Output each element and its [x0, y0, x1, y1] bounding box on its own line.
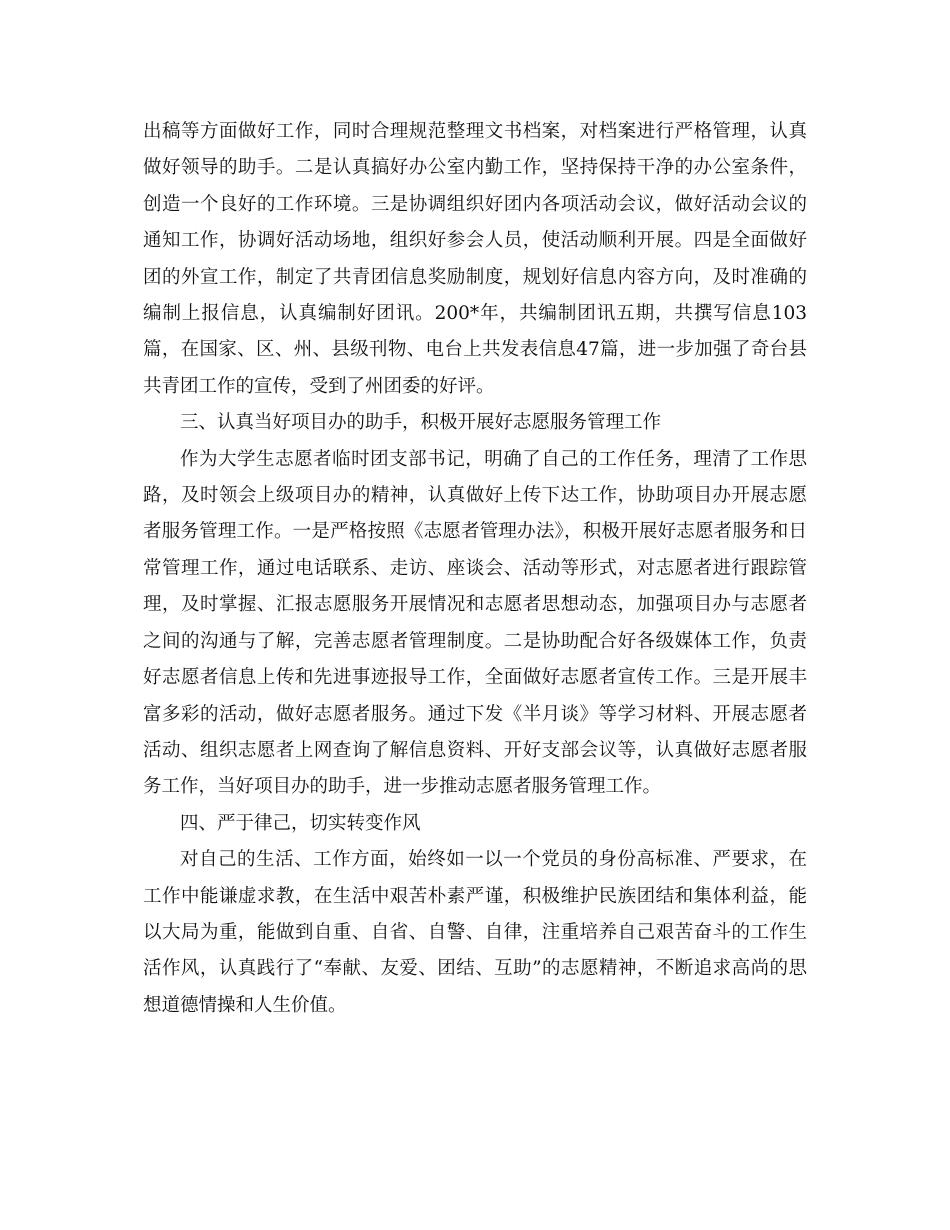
document-body: [143, 114, 807, 1024]
section-heading-3: 三、认真当好项目办的助手，积极开展好志愿服务管理工作: [180, 412, 662, 434]
paragraph-continued: 出稿等方面做好工作，同时合理规范整理文书档案，对档案进行严格管理，认真做好领导的助手。二是认真搞好办公室内勤工作，坚持保持干净的办公室条件，创造一个良好的工作环境。三是协调组织好团内各项活动会议，做好活动会议的通知工作，协调好活动场地，组织好参会人员，使活动顺利开展。四是全面做好团的外宣工作，制定了共青团信息奖励制度，规划好信息内容方向，及时准确的编制上报信息，认真编制好团讯。200*年，共编制团讯五期，共撰写信息103篇，在国家、区、州、县级刊物、电台上共发表信息47篇，进一步加强了奇台县共青团工作的宣传，受到了州团委的好评。: [143, 121, 807, 397]
paragraph-section-4: 对自己的生活、工作方面，始终如一以一个党员的身份高标准、严要求，在工作中能谦虚求教，在生活中艰苦朴素严谨，积极维护民族团结和集体利益，能以大局为重，能做到自重、自省、自警、自律，注重培养自己艰苦奋斗的工作生活作风，认真践行了“奉献、友爱、团结、互助”的志愿精神，不断追求高尚的思想道德情操和人生价值。: [143, 849, 807, 1016]
paragraph-section-3: 作为大学生志愿者临时团支部书记，明确了自己的工作任务，理清了工作思路，及时领会上级项目办的精神，认真做好上传下达工作，协助项目办开展志愿者服务管理工作。一是严格按照《志愿者管理办法》，积极开展好志愿者服务和日常管理工作，通过电话联系、走访、座谈会、活动等形式，对志愿者进行跟踪管理，及时掌握、汇报志愿服务开展情况和志愿者思想动态，加强项目办与志愿者之间的沟通与了解，完善志愿者管理制度。二是协助配合好各级媒体工作，负责好志愿者信息上传和先进事迹报导工作，全面做好志愿者宣传工作。三是开展丰富多彩的活动，做好志愿者服务。通过下发《半月谈》等学习材料、开展志愿者活动、组织志愿者上网查询了解信息资料、开好支部会议等，认真做好志愿者服务工作，当好项目办的助手，进一步推动志愿者服务管理工作。: [143, 448, 807, 798]
section-heading-4: 四、严于律己，切实转变作风: [180, 812, 421, 834]
